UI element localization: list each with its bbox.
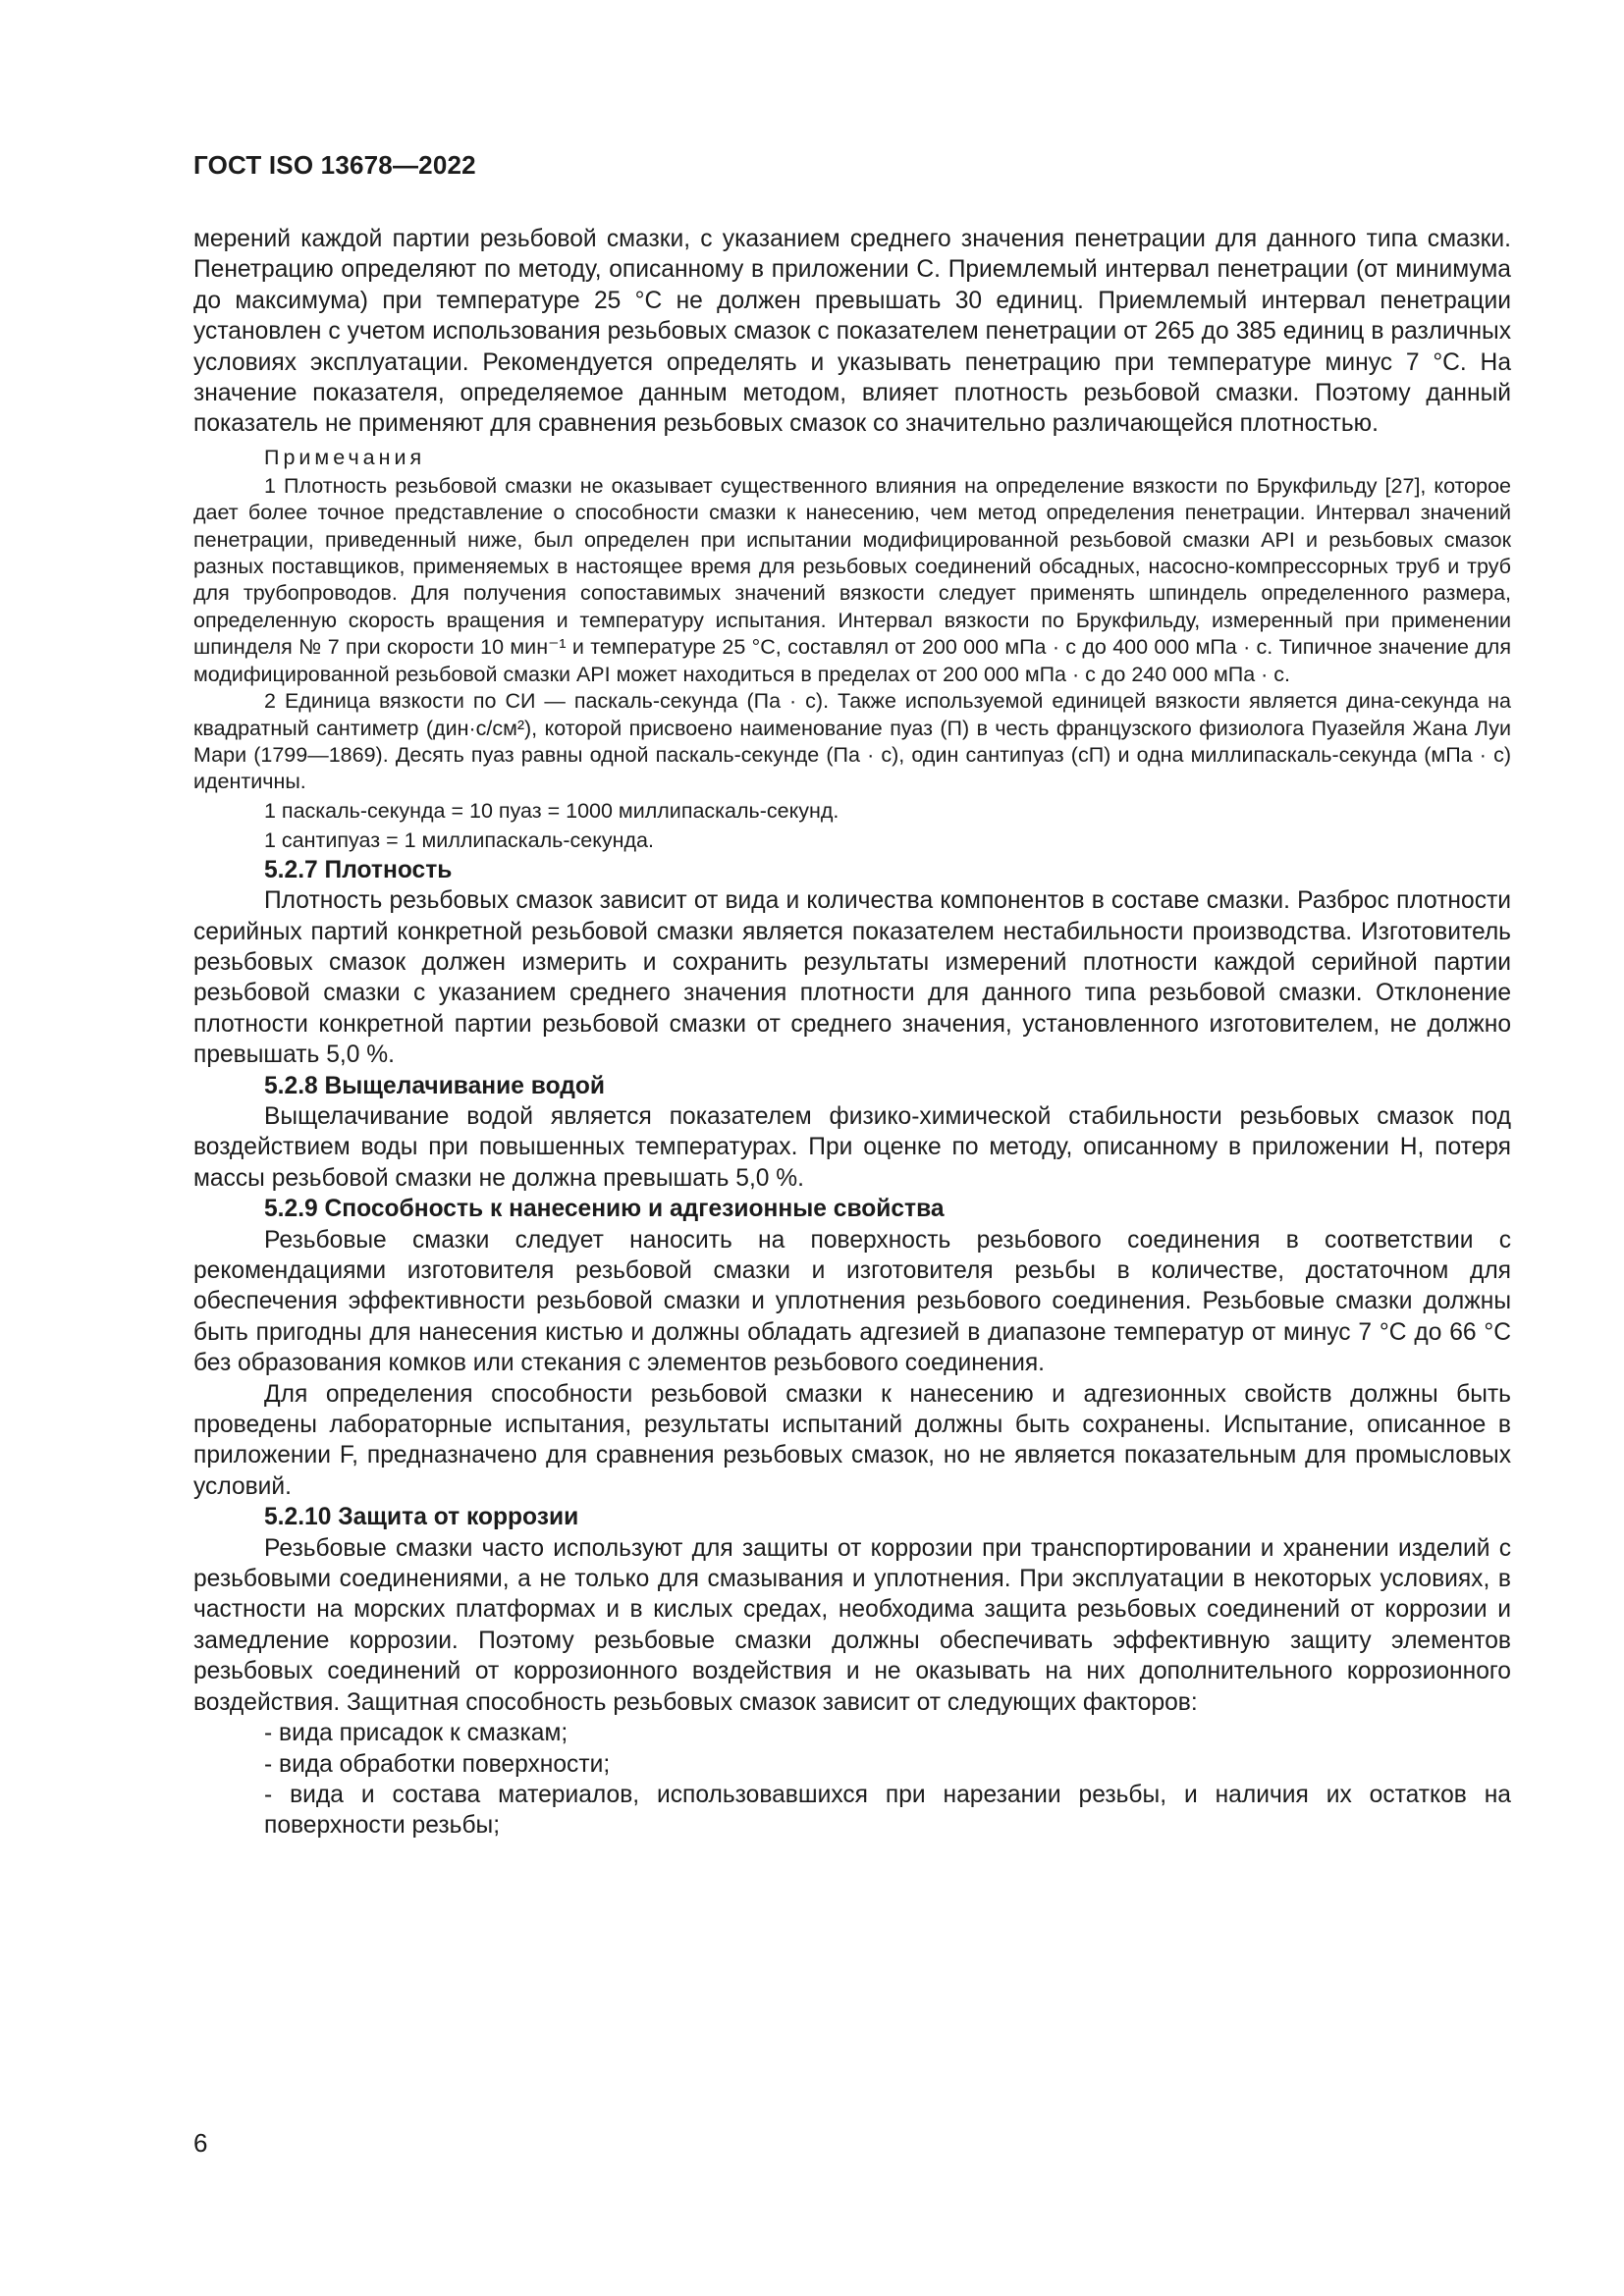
section-5-2-8-paragraph: Выщелачивание водой является показателем физико-химической стабильности резьбовых смазок под воздействием воды при повышенных температурах. При оценке по методу, описанному в приложении Н, потеря массы резьбовой смазки не должна превышать 5,0 %. [193,1102,1511,1192]
section-title-5-2-10: 5.2.10 Защита от коррозии [264,1504,579,1531]
list-item: - вида обработки поверхности; [264,1750,611,1778]
section-title-5-2-9: 5.2.9 Способность к нанесению и адгезионные свойства [264,1196,945,1223]
page-number: 6 [193,2128,208,2158]
notes-title: Примечания [264,445,426,469]
note-2: 2 Единица вязкости по СИ — паскаль-секунда (Па · с). Также используемой единицей вязкости является дина-секунда на квадратный сантиметр (дин·с/см²), которой присвоено наименование пуаз (П) в честь французского физиолога Пуазейля Жана Луи Мари (1799—1869). Десять пуаз равны одной паскаль-секунде (Па · с), один сантипуаз (сП) и одна миллипаскаль-секунда (мПа · с) идентичны. [193,689,1511,794]
note-equation-2: 1 сантипуаз = 1 миллипаскаль-секунда. [264,828,654,852]
continued-paragraph: мерений каждой партии резьбовой смазки, с указанием среднего значения пенетрации для данного типа смазки. Пенетрацию определяют по методу, описанному в приложении С. Приемлемый интервал пенетрации (от минимума до максимума) при температуре 25 °С не должен превышать 30 единиц. Приемлемый интервал пенетрации установлен с учетом использования резьбовых смазок с показателем пенетрации от 265 до 385 единиц в различных условиях эксплуатации. Рекомендуется определять и указывать пенетрацию при температуре минус 7 °С. На значение показателя, определяемое данным методом, влияет плотность резьбовой смазки. Поэтому данный показатель не применяют для сравнения резьбовых смазок со значительно различающейся плотностью. [193,226,1511,438]
section-5-2-9-paragraph-1: Резьбовые смазки следует наносить на поверхность резьбового соединения в соответствии с рекомендациями изготовителя резьбовой смазки и изготовителя резьбы в количестве, достаточном для обеспечения эффективности резьбовой смазки и уплотнения резьбового соединения. Резьбовые смазки должны быть пригодны для нанесения кистью и должны обладать адгезией в диапазоне температур от минус 7 °С до 66 °С без образования комков или стекания с элементов резьбового соединения. [193,1226,1511,1377]
section-5-2-7-paragraph: Плотность резьбовых смазок зависит от вида и количества компонентов в составе смазки. Разброс плотности серийных партий конкретной резьбовой смазки является показателем нестабильности производства. Изготовитель резьбовых смазок должен измерить и сохранить результаты измерений плотности каждой серийной партии резьбовой смазки с указанием среднего значения плотности для данного типа резьбовой смазки. Отклонение плотности конкретной партии резьбовой смазки от среднего значения, установленного изготовителем, не должно превышать 5,0 %. [193,887,1511,1069]
page-content [193,224,1511,1842]
section-5-2-9-paragraph-2: Для определения способности резьбовой смазки к нанесению и адгезионных свойств должны быть проведены лабораторные испытания, результаты испытаний должны быть сохранены. Испытание, описанное в приложении F, предназначено для сравнения резьбовых смазок, но не является показательным для промысловых условий. [193,1380,1511,1500]
list-item: - вида присадок к смазкам; [264,1720,568,1747]
section-title-5-2-7: 5.2.7 Плотность [264,856,453,883]
list-item: - вида и состава материалов, использовавшихся при нарезании резьбы, и наличия их остатков на поверхности резьбы; [264,1781,1511,1840]
notes-block [193,445,1511,855]
section-5-2-10-paragraph: Резьбовые смазки часто используют для защиты от коррозии при транспортировании и хранении изделий с резьбовыми соединениями, а не только для смазывания и уплотнения. При эксплуатации в некоторых условиях, в частности на морских платформах и в кислых средах, необходима защита резьбовых соединений от коррозии и замедление коррозии. Поэтому резьбовые смазки должны обеспечивать эффективную защиту элементов резьбовых соединений от коррозионного воздействия и не оказывать на них дополнительного коррозионного воздействия. Защитная способность резьбовых смазок зависит от следующих факторов: [193,1534,1511,1716]
note-equation-1: 1 паскаль-секунда = 10 пуаз = 1000 миллипаскаль-секунд. [264,798,839,823]
note-1: 1 Плотность резьбовой смазки не оказывает существенного влияния на определение вязкости по Брукфильду [27], которое дает более точное представление о способности смазки к нанесению, чем метод определения пенетрации. Интервал значений пенетрации, приведенный ниже, был определен при испытании модифицированной резьбовой смазки API и резьбовых смазок разных поставщиков, применяемых в настоящее время для резьбовых соединений обсадных, насосно-компрессорных труб и труб для трубопроводов. Для получения сопоставимых значений вязкости следует применять шпиндель определенного размера, определенную скорость вращения и температуру испытания. Интервал вязкости по Брукфильду, измеренный при применении шпинделя № 7 при скорости 10 мин⁻¹ и температуре 25 °С, составлял от 200 000 мПа · с до 400 000 мПа · с. Типичное значение для модифицированной резьбовой смазки API может находиться в пределах от 200 000 мПа · с до 240 000 мПа · с. [193,473,1511,686]
section-title-5-2-8: 5.2.8 Выщелачивание водой [264,1072,606,1099]
document-code-header: ГОСТ ISO 13678—2022 [193,150,476,180]
